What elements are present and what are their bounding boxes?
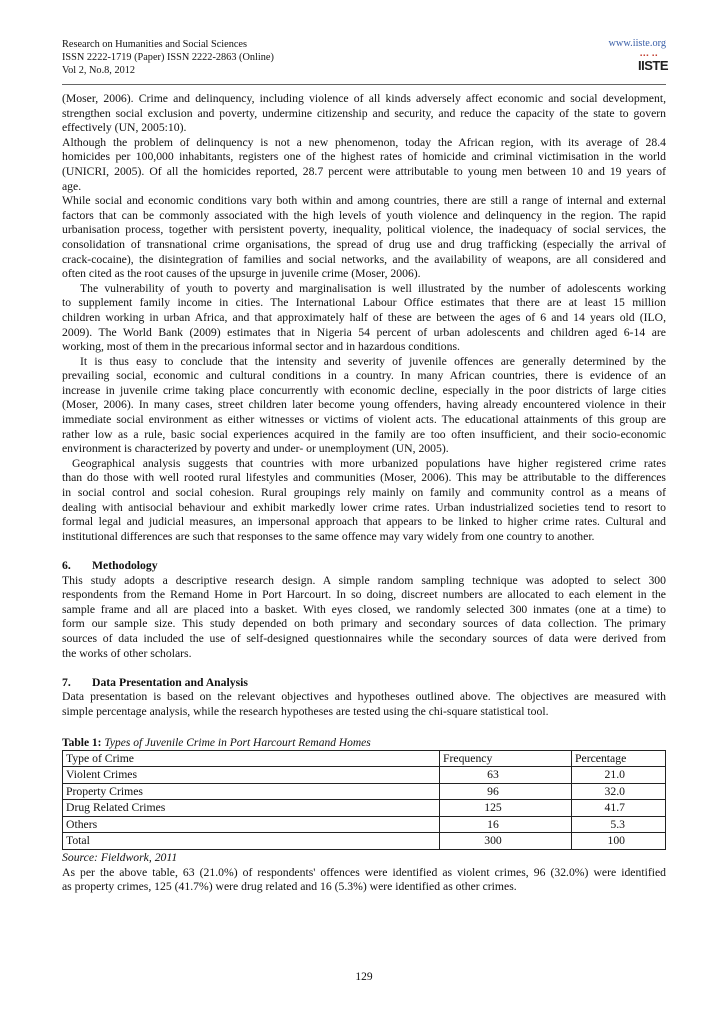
percentage-cell: 100	[572, 833, 666, 850]
volume: Vol 2, No.8, 2012	[62, 65, 136, 76]
crime-type-cell: Others	[63, 816, 440, 833]
percentage-cell: 5.3	[572, 816, 666, 833]
section-title: Methodology	[92, 559, 158, 572]
text-line: form our sample size. This study depended on both primary and secondary sources of data collection. The primary	[62, 617, 666, 631]
paragraph	[62, 92, 666, 136]
text-line: age.	[62, 179, 82, 193]
table-header-row	[63, 750, 666, 767]
percentage-cell: 41.7	[572, 800, 666, 817]
iiste-logo: ▪▪▪ ▪▪ IISTE	[638, 53, 669, 73]
percentage-cell: 21.0	[572, 767, 666, 784]
body-paragraphs	[62, 92, 666, 544]
text-line: working, most of them in the precarious informal sector and in hazardous conditions.	[62, 340, 460, 354]
paragraph	[62, 194, 666, 282]
text-line: Geographical analysis suggests that countries with more urbanized populations have higher registered crime rates	[72, 456, 666, 470]
text-line: (UNICRI, 2005). Of all the homicides reported, 28.7 percent were attributable to young men between 10 and 19 years of	[62, 164, 666, 178]
text-line: than do those with well rooted rural lifestyles and communities (Moser, 2006). This may be attributable to the differences	[62, 471, 666, 485]
crime-types-table	[62, 750, 666, 850]
text-line: children working in urban Africa, and that approximately half of these are between the ages of 6 and 14 years old (ILO,	[62, 310, 666, 324]
text-line: (Moser, 2006). Crime and delinquency, including violence of all kinds adversely affect economic and social development,	[62, 92, 666, 105]
text-line: institutional differences are such that responses to the same offence may vary widely from one country to another.	[62, 529, 595, 543]
table-row	[63, 816, 666, 833]
text-line: It is thus easy to conclude that the intensity and severity of juvenile offences are generally determined by the	[80, 354, 666, 368]
percentage-cell: 32.0	[572, 783, 666, 800]
text-line: As per the above table, 63 (21.0%) of respondents' offences were identified as violent crimes, 96 (32.0%) were identified	[62, 865, 666, 879]
text-line: effectively (UN, 2005:10).	[62, 121, 187, 135]
text-line: (Moser, 2006). In many cases, street children later become young offenders, having already encountered violence in their	[62, 398, 666, 412]
table-row	[63, 800, 666, 817]
table-1	[62, 736, 666, 866]
section-number: 6.	[62, 559, 71, 572]
table-caption	[62, 736, 666, 750]
frequency-cell: 96	[440, 783, 572, 800]
issn: ISSN 2222-1719 (Paper) ISSN 2222-2863 (Online)	[62, 52, 274, 63]
table-label: Table 1:	[62, 736, 102, 749]
section-title: Data Presentation and Analysis	[92, 675, 248, 689]
frequency-cell: 300	[440, 833, 572, 850]
column-header: Type of Crime	[63, 750, 440, 767]
text-line: rather low as a rule, basic social experiences acquired in the family are too often insufficient, and their socio-economic	[62, 427, 666, 441]
frequency-cell: 63	[440, 767, 572, 784]
text-line: While social and economic conditions vary both within and among countries, there are still a range of internal and external	[62, 194, 666, 208]
text-line: consolidation of transnational crime organisations, the spread of drug use and drug trafficking (especially the arrival of	[62, 237, 666, 251]
table-title: Types of Juvenile Crime in Port Harcourt Remand Homes	[104, 736, 371, 749]
text-line: homicides per 100,000 inhabitants, registers one of the highest rates of homicide and criminal victimisation in the world	[62, 150, 666, 164]
data-presentation-text	[62, 690, 666, 719]
journal-name: Research on Humanities and Social Sciences	[62, 39, 248, 50]
running-header	[62, 38, 274, 77]
header-right	[609, 38, 667, 71]
crime-type-cell: Drug Related Crimes	[63, 800, 440, 817]
table-row	[63, 767, 666, 784]
table-row	[63, 833, 666, 850]
text-line: simple percentage analysis, while the research hypotheses are tested using the chi-square statistical tool.	[62, 704, 549, 718]
crime-type-cell: Property Crimes	[63, 783, 440, 800]
paragraph	[62, 282, 666, 355]
text-line: increase in juvenile crime taking place concurrently with economic decline, especially in the poor districts of large cities	[62, 383, 666, 397]
section-heading-methodology	[62, 559, 666, 574]
text-line: the works of other scholars.	[62, 646, 192, 660]
text-line: immediate social environment as either witnesses or victims of violent acts. The educational attainments of this group are	[62, 413, 666, 427]
table-source: Source: Fieldwork, 2011	[62, 850, 178, 864]
text-line: sample frame and all are placed into a basket. With eyes closed, we randomly selected 300 inmates (one at a time) to	[62, 602, 666, 616]
methodology-text	[62, 574, 666, 662]
frequency-cell: 16	[440, 816, 572, 833]
table-row	[63, 783, 666, 800]
text-line: This study adopts a descriptive research design. A simple random sampling technique was adopted to select 300	[62, 573, 666, 587]
page-number: 129	[355, 971, 373, 983]
crime-type-cell: Total	[63, 833, 440, 850]
text-line: strengthen social exclusion and poverty, undermine citizenship and security, and reduce the capacity of the state to govern	[62, 106, 666, 120]
paragraph	[62, 457, 666, 545]
text-line: to supplement family income in cities. The International Labour Office estimates that there are at least 15 million	[62, 296, 666, 310]
text-line: in social control and social cohesion. Rural groupings rely mainly on family and community control as a means of	[62, 486, 666, 500]
column-header: Frequency	[440, 750, 572, 767]
section-number: 7.	[62, 675, 71, 689]
section-heading-data-presentation	[62, 676, 666, 691]
text-line: crack-cocaine), the disintegration of families and social networks, and the availability of weapons, are all considered and	[62, 252, 666, 266]
text-line: formal legal and judicial measures, an impersonal approach that appears to be linked to higher crime rates. Cultural and	[62, 515, 666, 529]
column-header: Percentage	[572, 750, 666, 767]
text-line: respondents from the Remand Home in Port Harcourt. In so doing, discreet numbers are allocated to each element in the	[62, 588, 666, 602]
page-body	[62, 92, 666, 895]
text-line: often cited as the root causes of the upsurge in juvenile crime (Moser, 2006).	[62, 267, 421, 281]
text-line: sources of data included the use of self-designed questionnaires while the secondary sources of data were derived from	[62, 631, 666, 645]
crime-type-cell: Violent Crimes	[63, 767, 440, 784]
text-line: The vulnerability of youth to poverty and marginalisation is well illustrated by the number of adolescents working	[80, 281, 666, 295]
text-line: factors that can be commonly associated with the high levels of youth violence and delinquency in the region. The rapid	[62, 208, 666, 222]
paragraph	[62, 355, 666, 457]
paragraph	[62, 136, 666, 194]
text-line: Data presentation is based on the relevant objectives and hypotheses outlined above. The objectives are measured with	[62, 690, 666, 704]
header-rule	[62, 84, 666, 85]
text-line: 2009). The World Bank (2009) estimates that in Nigeria 54 percent of urban adolescents and children aged 6-14 are	[62, 325, 666, 339]
text-line: urbanisation process, together with persistent poverty, inequality, political violence, the inadequacy of social services, the	[62, 223, 666, 237]
journal-url[interactable]: www.iiste.org	[608, 38, 666, 49]
text-line: environment is characterized by poverty and under- or unemployment (UN, 2005).	[62, 442, 449, 456]
table-discussion	[62, 866, 666, 895]
text-line: Although the problem of delinquency is not a new phenomenon, today the African region, with its average of 28.4	[62, 135, 666, 149]
text-line: as property crimes, 125 (41.7%) were drug related and 16 (5.3%) were identified as other crimes.	[62, 880, 517, 894]
text-line: prevailing social, economic and cultural conditions in a country. In many African countries, there is evidence of an	[62, 369, 666, 383]
text-line: dealing with antisocial behaviour and exhibit markedly lower crime rates. Urban industrialized societies tend to resort to	[62, 500, 666, 514]
frequency-cell: 125	[440, 800, 572, 817]
